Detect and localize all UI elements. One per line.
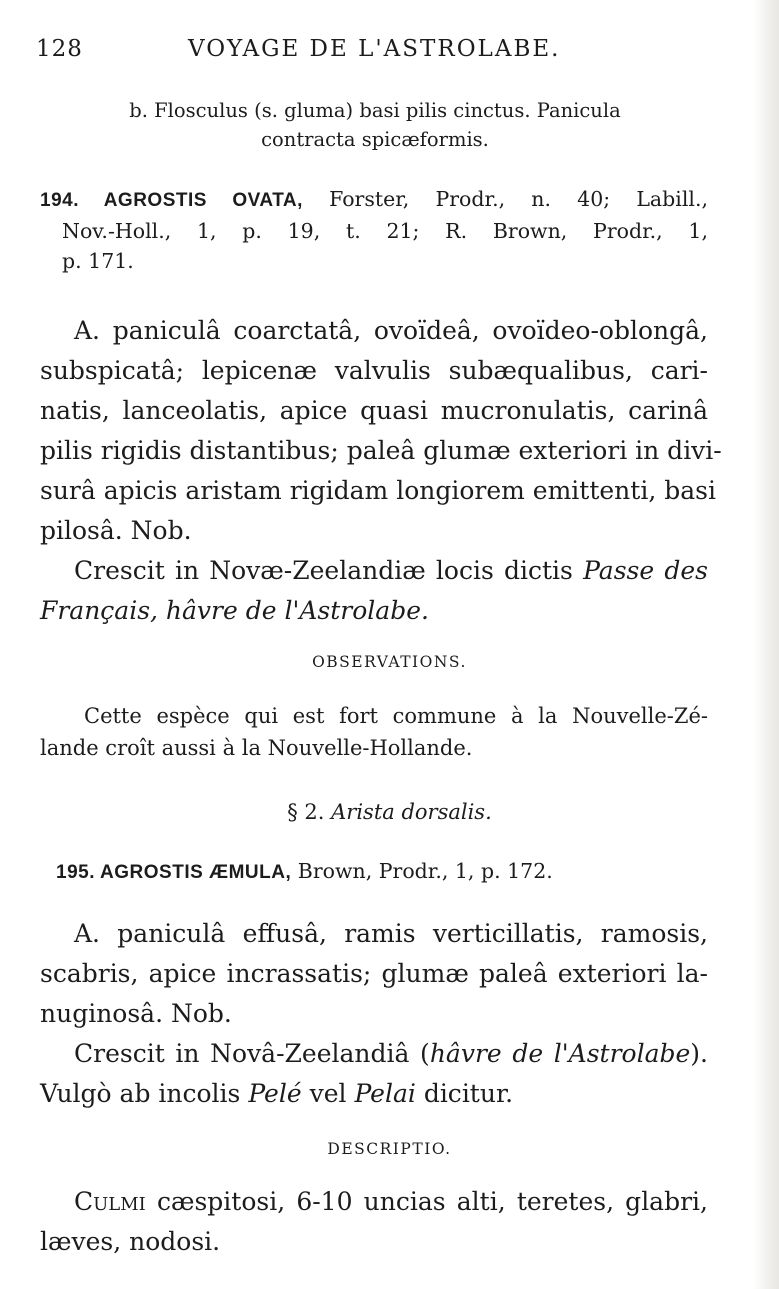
- entry-194-citation-rest: Forster, Prodr., n. 40; Labill.,: [329, 187, 708, 211]
- entry-195-line: [56, 856, 706, 888]
- page-edge-shadow: [753, 0, 779, 1289]
- descriptio-line-1: [40, 1182, 708, 1222]
- habitat-195-line-2: [40, 1074, 708, 1114]
- vernacular-mid: vel: [309, 1079, 347, 1108]
- entry-194-head: 194. AGROSTIS OVATA,: [40, 190, 303, 211]
- entry-194-line-3: p. 171.: [62, 249, 134, 273]
- descriptio-line-2: læves, nodosi.: [40, 1227, 221, 1256]
- entry-194-citation: [40, 184, 708, 276]
- observations-line-2: lande croît aussi à la Nouvelle-Hollande.: [40, 736, 473, 760]
- vernacular-prefix: Vulgò ab incolis: [40, 1079, 241, 1108]
- running-title: VOYAGE DE L'ASTROLABE.: [188, 36, 561, 62]
- vernacular-name-1: Pelé: [248, 1079, 302, 1108]
- habitat-195-suffix: ).: [690, 1039, 708, 1068]
- entry-194-description: [40, 311, 722, 631]
- desc-194-line: pilosâ. Nob.: [40, 516, 192, 545]
- observations-line-1: Cette espèce qui est fort commune à la Nouvelle-Zé-: [84, 704, 708, 728]
- descriptio-heading: DESCRIPTIO.: [327, 1140, 452, 1158]
- observations-text: [40, 700, 708, 764]
- habitat-195-italic: hâvre de l'Astrolabe: [429, 1039, 691, 1068]
- entry-194-line-1: [40, 184, 708, 216]
- habitat-195-prefix: Crescit in Novâ-Zeelandiâ (: [74, 1039, 430, 1068]
- section-b-line-1: b. Flosculus (s. gluma) basi pilis cinctus. Panicula: [129, 99, 621, 122]
- desc-194-line: pilis rigidis distantibus; paleâ glumæ exteriori in divi-: [40, 436, 722, 465]
- habitat-194-line-1: [40, 551, 708, 591]
- habitat-194-italic-1: Passe des: [583, 556, 708, 585]
- descriptio-line-1-rest: cæspitosi, 6-10 uncias alti, teretes, glabri,: [156, 1187, 708, 1216]
- descriptio-text: [40, 1182, 708, 1262]
- desc-195-line: nuginosâ. Nob.: [40, 999, 232, 1028]
- section-2-title: Arista dorsalis.: [331, 800, 492, 824]
- section-symbol: § 2.: [287, 800, 325, 824]
- observations-heading: OBSERVATIONS.: [312, 653, 467, 671]
- habitat-194-italic-2: Français, hâvre de l'Astrolabe.: [40, 596, 429, 625]
- habitat-194-prefix: Crescit in Novæ-Zeelandiæ locis dictis: [74, 556, 573, 585]
- desc-195-line: scabris, apice incrassatis; glumæ paleâ exteriori la-: [40, 959, 708, 988]
- desc-194-line: surâ apicis aristam rigidam longiorem emittenti, basi: [40, 476, 716, 505]
- vernacular-suffix: dicitur.: [423, 1079, 514, 1108]
- desc-194-line: natis, lanceolatis, apice quasi mucronulatis, carinâ: [40, 396, 708, 425]
- entry-195-description: [40, 914, 708, 1114]
- page-number: 128: [36, 36, 83, 62]
- entry-194-line-2: Nov.-Holl., 1, p. 19, t. 21; R. Brown, Prodr., 1,: [62, 219, 708, 243]
- section-2-heading: [0, 800, 779, 824]
- habitat-194-line-2: [40, 591, 708, 631]
- entry-195-citation-rest: Brown, Prodr., 1, p. 172.: [297, 859, 553, 883]
- vernacular-name-2: Pelai: [354, 1079, 416, 1108]
- section-b-note: [70, 96, 680, 154]
- entry-195-citation: [56, 856, 706, 888]
- desc-194-line: subspicatâ; lepicenæ valvulis subæqualibus, cari-: [40, 356, 708, 385]
- culmi-smallcaps: Culmi: [74, 1187, 146, 1216]
- habitat-195-line-1: [40, 1034, 708, 1074]
- section-b-line-2: contracta spicæformis.: [261, 128, 489, 151]
- entry-195-head: 195. AGROSTIS ÆMULA,: [56, 862, 292, 883]
- desc-194-line: A. paniculâ coarctatâ, ovoïdeâ, ovoïdeo-oblongâ,: [74, 316, 708, 345]
- desc-195-line: A. paniculâ effusâ, ramis verticillatis, ramosis,: [74, 919, 708, 948]
